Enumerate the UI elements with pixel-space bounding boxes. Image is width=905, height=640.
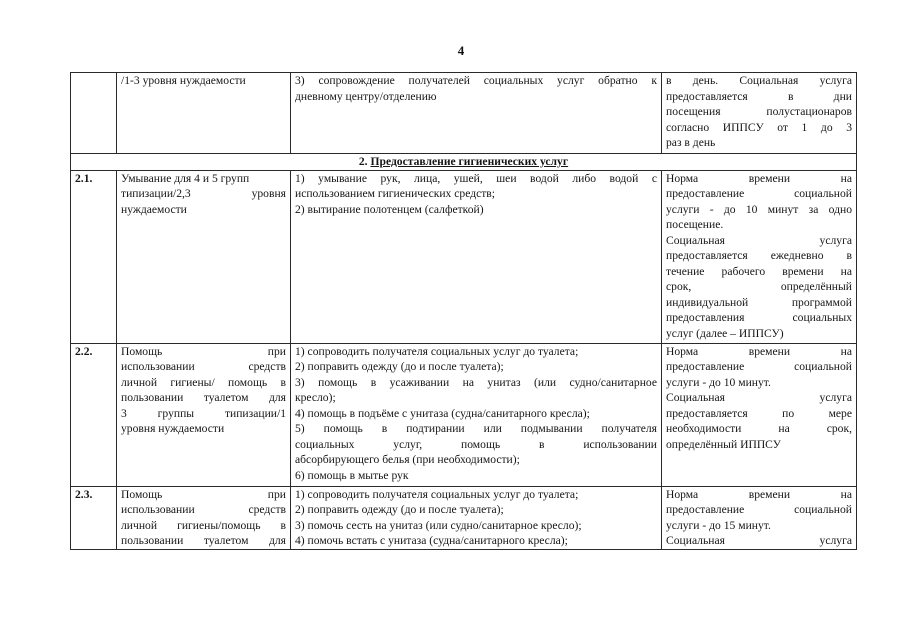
table-row-2-3 [71, 486, 857, 549]
cell-norm [662, 73, 857, 154]
content-line: дневному центру/отделению [295, 89, 437, 103]
content-line: социальных услуг, помощь в использовании [295, 437, 657, 451]
service-name-line: 3 группы типизации/1 [121, 406, 286, 420]
row-number: 2.1. [71, 170, 117, 343]
service-name-line: использовании средств [121, 503, 286, 516]
norm-line: предоставляется в дни [666, 89, 852, 103]
norm-line: срок, определённый [666, 280, 852, 293]
cell-norm [662, 170, 857, 343]
page-number: 4 [457, 43, 465, 58]
norm-line: индивидуальной программой [666, 295, 852, 309]
content-line: 4) помочь встать с унитаза (судна/санитарного кресла); [295, 534, 568, 547]
section-heading [71, 154, 857, 171]
service-name-line: уровня нуждаемости [121, 422, 225, 435]
norm-line: Норма времени на [666, 171, 852, 185]
content-line: использованием гигиенических средств; [295, 187, 495, 200]
content-line: 2) вытирание полотенцем (салфеткой) [295, 202, 484, 216]
table-row-2-2 [71, 343, 857, 486]
services-table [70, 72, 857, 550]
norm-line: Норма времени на [666, 487, 852, 501]
row-number: 2.2. [71, 343, 117, 486]
content-line: 1) сопроводить получателя социальных услуг до туалета; [295, 487, 579, 501]
service-name-line: нуждаемости [121, 202, 187, 216]
norm-line: определённый ИППСУ [666, 437, 781, 451]
norm-line: услуги - до 15 минут. [666, 518, 771, 532]
service-name-line: Помощь при [121, 344, 286, 358]
cell-service-content [291, 343, 662, 486]
section-title: Предоставление гигиенических услуг [370, 155, 569, 168]
norm-line: предоставляется ежедневно в [666, 249, 852, 262]
section-heading-row [71, 154, 857, 171]
cell-service-content [291, 486, 662, 549]
norm-line: согласно ИППСУ от 1 до 3 [666, 120, 852, 134]
service-name-line: типизации/2,3 уровня [121, 187, 286, 200]
cell-norm [662, 343, 857, 486]
norm-line: услуги - до 10 минут. [666, 375, 771, 389]
content-line: абсорбирующего белья (при необходимости); [295, 453, 520, 466]
table-row-continuation [71, 73, 857, 154]
content-line: 3) сопровождение получателей социальных услуг обратно к [295, 74, 657, 87]
norm-line: услуги - до 10 минут за одно [666, 202, 852, 216]
service-name-line: пользовании туалетом для [121, 534, 286, 547]
norm-line: предоставление социальной [666, 187, 852, 200]
cell-service-name [117, 486, 291, 549]
norm-line: Социальная услуга [666, 534, 852, 547]
section-number: 2. [358, 155, 368, 168]
norm-line: предоставляется по мере [666, 406, 852, 420]
cell-service-name [117, 73, 291, 154]
norm-line: течение рабочего времени на [666, 264, 852, 278]
service-name-line: личной гигиены/ помощь в [121, 375, 286, 389]
table-row-2-1 [71, 170, 857, 343]
norm-line: Социальная услуга [666, 233, 852, 247]
norm-line: посещения полустационаров [666, 105, 852, 118]
norm-line: Норма времени на [666, 344, 852, 358]
norm-line: предоставление социальной [666, 503, 852, 516]
content-line: 1) сопроводить получателя социальных услуг до туалета; [295, 344, 579, 358]
cell-norm [662, 486, 857, 549]
cell-service-content [291, 170, 662, 343]
content-line: 2) поправить одежду (до и после туалета); [295, 360, 504, 373]
norm-line: Социальная услуга [666, 391, 852, 404]
content-line: 3) помощь в усаживании на унитаз (или судно/санитарное [295, 375, 657, 389]
norm-line: предоставления социальных [666, 311, 852, 324]
norm-line: предоставление социальной [666, 360, 852, 373]
service-name-line: пользовании туалетом для [121, 391, 286, 404]
cell-service-name [117, 343, 291, 486]
content-line: 6) помощь в мытье рук [295, 468, 409, 482]
content-line: 3) помочь сесть на унитаз (или судно/санитарное кресло); [295, 518, 582, 532]
norm-line: раз в день [666, 136, 716, 149]
row-number: 2.3. [71, 486, 117, 549]
cell-service-content [291, 73, 662, 154]
norm-line: необходимости на срок, [666, 422, 852, 435]
norm-line: посещение. [666, 218, 724, 231]
cell-service-name [117, 170, 291, 343]
service-name-line: использовании средств [121, 360, 286, 373]
service-name-line: личной гигиены/помощь в [121, 518, 286, 532]
service-name-line: Умывание для 4 и 5 групп [121, 171, 250, 185]
service-name-line: Помощь при [121, 487, 286, 501]
norm-line: в день. Социальная услуга [666, 74, 852, 87]
service-name-line: /1-3 уровня нуждаемости [121, 74, 246, 87]
content-line: 5) помощь в подтирании или подмывании получателя [295, 422, 657, 435]
norm-line: услуг (далее – ИППСУ) [666, 326, 784, 340]
content-line: 2) поправить одежду (до и после туалета); [295, 503, 504, 516]
content-line: 4) помощь в подъёме с унитаза (судна/санитарного кресла); [295, 406, 590, 420]
cell-num [71, 73, 117, 154]
content-line: кресло); [295, 391, 336, 404]
content-line: 1) умывание рук, лица, ушей, шеи водой либо водой с [295, 171, 657, 185]
